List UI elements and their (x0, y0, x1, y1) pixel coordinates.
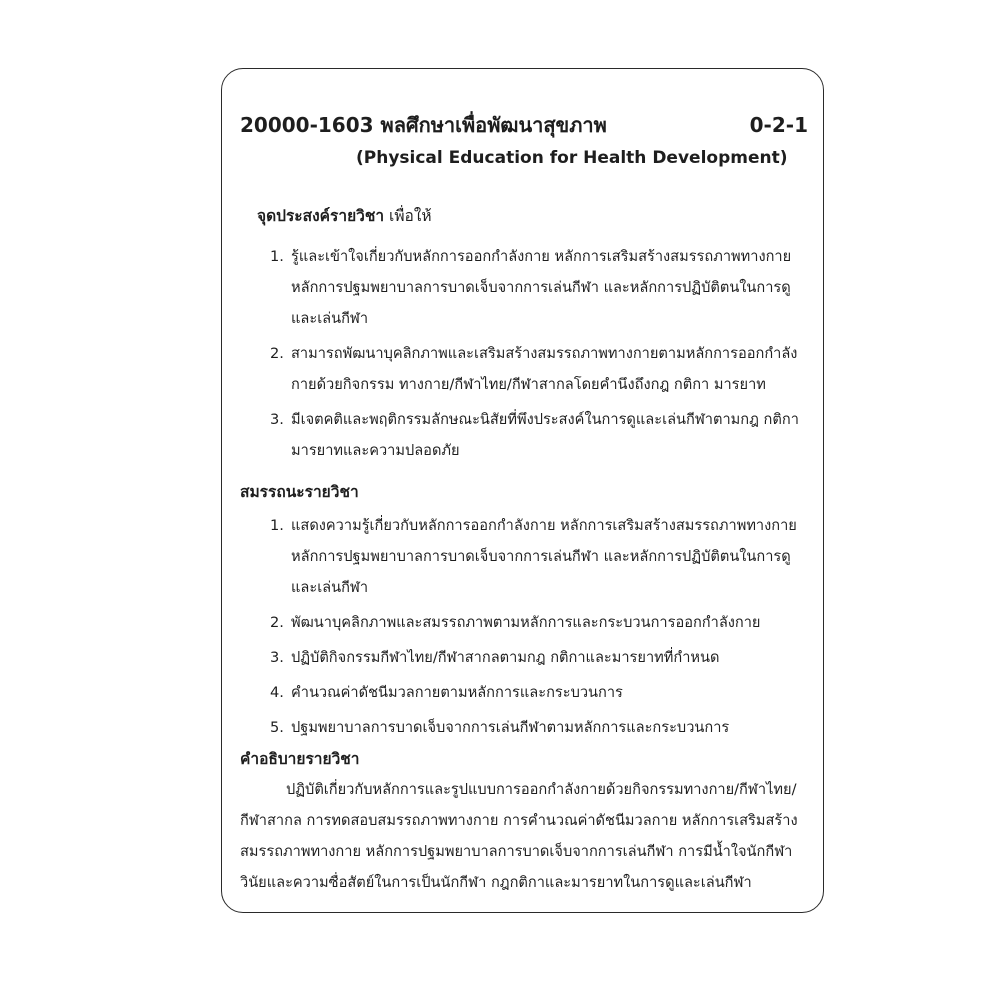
list-item-text: คำนวณค่าดัชนีมวลกายตามหลักการและกระบวนการ (291, 684, 623, 701)
list-item-text: แสดงความรู้เกี่ยวกับหลักการออกกำลังกาย หลักการเสริมสร้างสมรรถภาพทางกาย หลักการปฐมพยาบาลการบาดเจ็บจากการเล่นกีฬา และหลักการปฏิบัติตนในการดูและเล่นกีฬา (291, 517, 797, 596)
list-item (270, 338, 815, 400)
objectives-list (270, 241, 815, 470)
objectives-heading-suffix: เพื่อให้ (389, 207, 432, 225)
list-item (270, 607, 815, 638)
list-item (270, 404, 815, 466)
list-item (270, 510, 815, 603)
competencies-list (270, 510, 815, 747)
list-item-number: 2. (270, 614, 284, 631)
competencies-heading (240, 479, 359, 505)
list-item-text: สามารถพัฒนาบุคลิกภาพและเสริมสร้างสมรรถภาพทางกายตามหลักการออกกำลังกายด้วยกิจกรรม ทางกาย/กีฬาไทย/กีฬาสากลโดยคำนึงถึงกฎ กติกา มารยาท (291, 345, 798, 393)
list-item-number: 3. (270, 649, 284, 666)
list-item-text: ปฏิบัติกิจกรรมกีฬาไทย/กีฬาสากลตามกฎ กติกาและมารยาทที่กำหนด (291, 649, 720, 666)
description-heading (240, 746, 360, 772)
list-item (270, 241, 815, 334)
objectives-heading (257, 203, 432, 229)
list-item (270, 712, 815, 743)
list-item-text: ปฐมพยาบาลการบาดเจ็บจากการเล่นกีฬาตามหลักการและกระบวนการ (291, 719, 730, 736)
list-item-text: มีเจตคติและพฤติกรรมลักษณะนิสัยที่พึงประสงค์ในการดูและเล่นกีฬาตามกฎ กติกา มารยาทและความปลอดภัย (291, 411, 799, 459)
course-code-title: 20000-1603 พลศึกษาเพื่อพัฒนาสุขภาพ (240, 113, 607, 137)
list-item (270, 642, 815, 673)
list-item-number: 4. (270, 684, 284, 701)
competencies-heading-label: สมรรถนะรายวิชา (240, 483, 359, 501)
course-credits: 0-2-1 (749, 113, 808, 137)
list-item-text: รู้และเข้าใจเกี่ยวกับหลักการออกกำลังกาย หลักการเสริมสร้างสมรรถภาพทางกาย หลักการปฐมพยาบาลการบาดเจ็บจากการเล่นกีฬา และหลักการปฏิบัติตนในการดูและเล่นกีฬา (291, 248, 792, 327)
list-item-number: 5. (270, 719, 284, 736)
description-text: ปฏิบัติเกี่ยวกับหลักการและรูปแบบการออกกำลังกายด้วยกิจกรรมทางกาย/กีฬาไทย/กีฬาสากล การทดสอบสมรรถภาพทางกาย การคำนวณค่าดัชนีมวลกาย หลักการเสริมสร้างสมรรถภาพทางกาย หลักการปฐมพยาบาลการบาดเจ็บจากการเล่นกีฬา การมีน้ำใจนักกีฬา วินัยและความซื่อสัตย์ในการเป็นนักกีฬา กฎกติกาและมารยาทในการดูและเล่นกีฬา (240, 781, 798, 891)
list-item-number: 3. (270, 411, 284, 428)
list-item-text: พัฒนาบุคลิกภาพและสมรรถภาพตามหลักการและกระบวนการออกกำลังกาย (291, 614, 761, 631)
list-item-number: 1. (270, 248, 284, 265)
list-item-number: 2. (270, 345, 284, 362)
description-heading-label: คำอธิบายรายวิชา (240, 750, 360, 768)
list-item-number: 1. (270, 517, 284, 534)
list-item (270, 677, 815, 708)
course-english-title: (Physical Education for Health Development) (356, 148, 788, 168)
objectives-heading-label: จุดประสงค์รายวิชา (257, 207, 385, 225)
